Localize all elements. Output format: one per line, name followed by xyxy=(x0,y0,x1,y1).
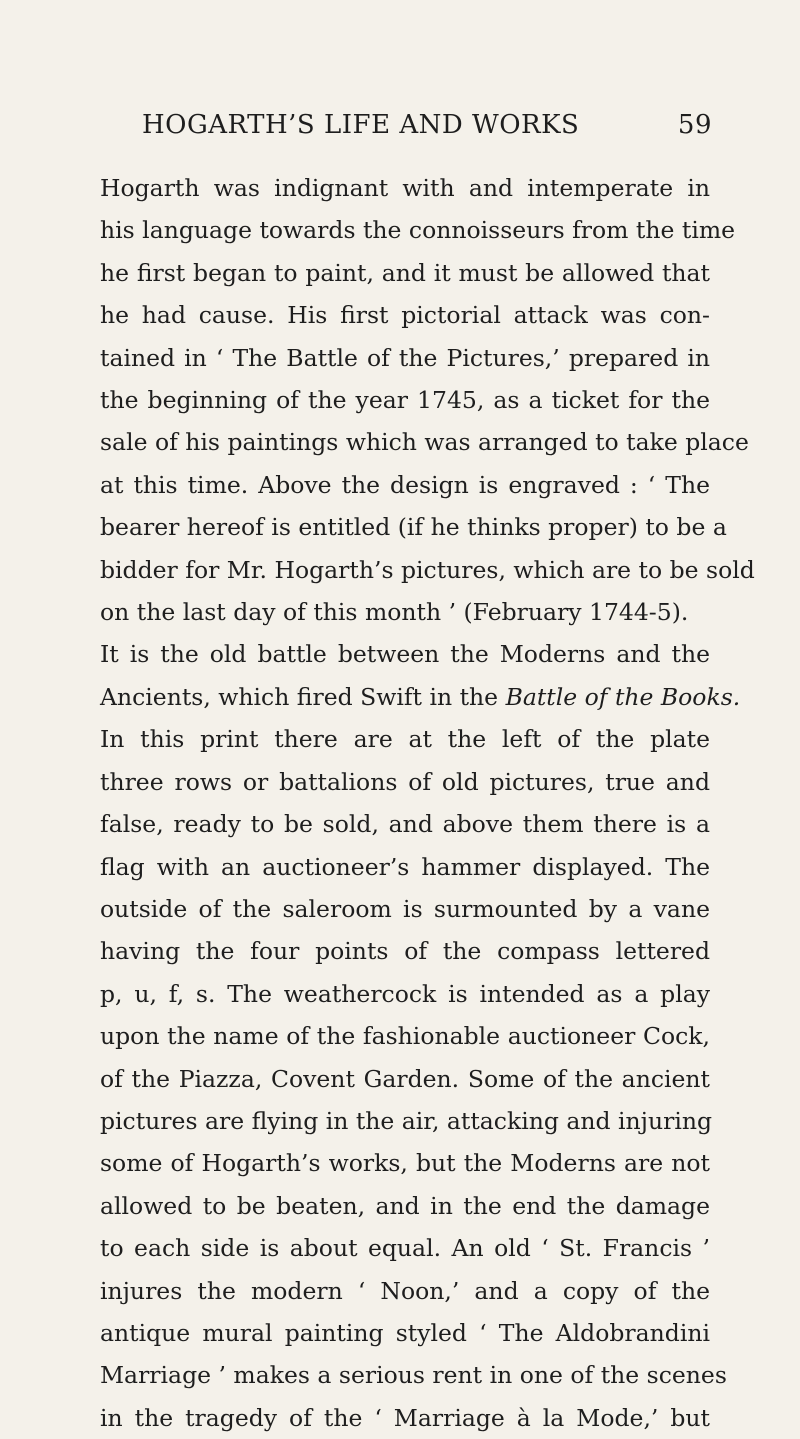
text-line: p, u, f, s. The weathercock is intended as a play xyxy=(100,979,710,1008)
text-line: to each side is about equal. An old ‘ St. Francis ’ xyxy=(100,1234,710,1263)
text-line: false, ready to be sold, and above them there is a xyxy=(100,810,710,839)
text-line: upon the name of the fashionable auctioneer Cock, xyxy=(100,1022,710,1051)
text-line: pictures are flying in the air, attacking and injuring xyxy=(100,1106,713,1135)
running-head-title: HOGARTH’S LIFE AND WORKS xyxy=(142,110,580,140)
italic-book-title: Battle of the Books. xyxy=(505,682,741,711)
text-line: three rows or battalions of old pictures, true and xyxy=(100,767,710,796)
text-line: bearer hereof is entitled (if he thinks proper) to be a xyxy=(100,513,727,542)
text-line: his language towards the connoisseurs from the time xyxy=(100,216,736,245)
text-line: Marriage ’ makes a serious rent in one of the scenes xyxy=(100,1361,727,1390)
text-line: he had cause. His first pictorial attack was con- xyxy=(100,301,710,330)
text-line: outside of the saleroom is surmounted by a vane xyxy=(100,894,710,923)
text-line: having the four points of the compass lettered xyxy=(100,937,710,966)
text-line: It is the old battle between the Moderns and the xyxy=(100,640,710,669)
text-line: in the tragedy of the ‘ Marriage à la Mode,’ but xyxy=(100,1403,710,1432)
text-line: antique mural painting styled ‘ The Aldobrandini xyxy=(100,1318,710,1347)
text-line: on the last day of this month ’ (February 1744-5). xyxy=(100,598,689,627)
body-text xyxy=(100,167,755,1439)
page-number: 59 xyxy=(677,110,712,140)
text-line: flag with an auctioneer’s hammer displayed. The xyxy=(100,852,710,881)
text-line: In this print there are at the left of the plate xyxy=(100,725,710,754)
text-line: the beginning of the year 1745, as a ticket for the xyxy=(100,386,710,415)
text-line: sale of his paintings which was arranged to take place xyxy=(100,428,749,457)
text-line: some of Hogarth’s works, but the Moderns are not xyxy=(100,1149,710,1178)
text-line: allowed to be beaten, and in the end the damage xyxy=(100,1191,710,1220)
text-line-with-italic xyxy=(100,676,741,718)
text-line: bidder for Mr. Hogarth’s pictures, which are to be sold xyxy=(100,555,755,584)
text-line: tained in ‘ The Battle of the Pictures,’ prepared in xyxy=(100,343,710,372)
running-head xyxy=(142,110,712,150)
text-line: injures the modern ‘ Noon,’ and a copy of the xyxy=(100,1276,710,1305)
text-line: at this time. Above the design is engraved : ‘ The xyxy=(100,470,710,499)
text-line: Hogarth was indignant with and intemperate in xyxy=(100,174,710,202)
text-segment: Ancients, which fired Swift in the xyxy=(100,682,506,711)
text-line: he first began to paint, and it must be allowed that xyxy=(100,258,710,287)
text-line: of the Piazza, Covent Garden. Some of the ancient xyxy=(100,1064,710,1093)
